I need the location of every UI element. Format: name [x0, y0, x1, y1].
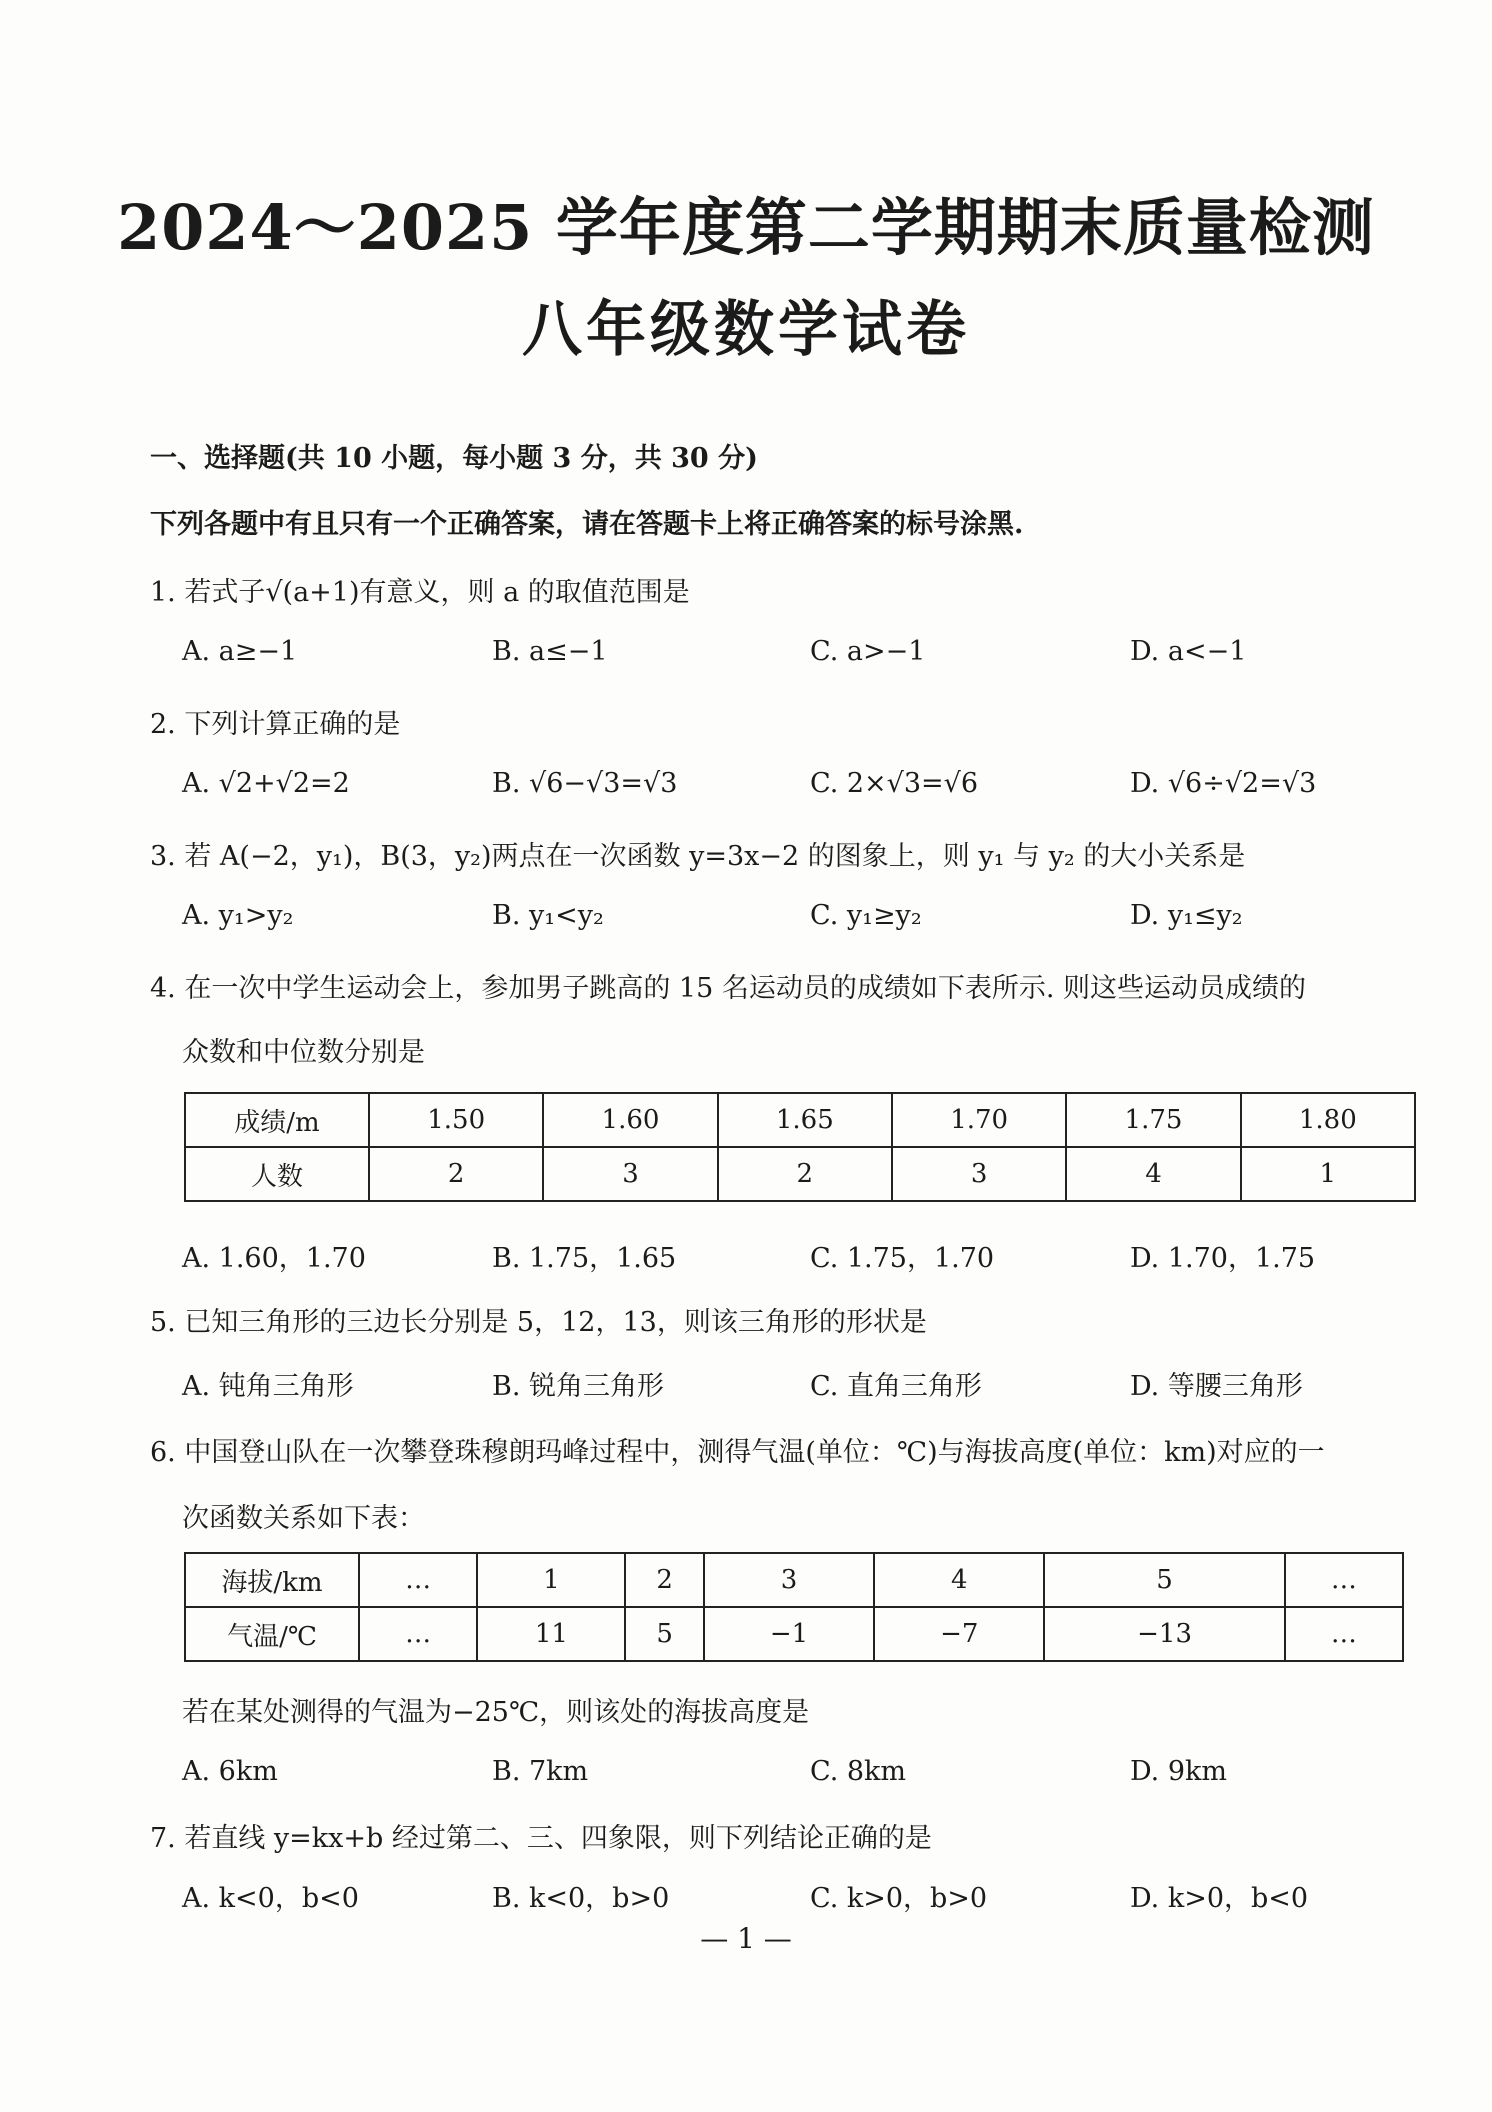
option-a: A. y₁>y₂ — [182, 900, 294, 931]
option-a: A. 1.60，1.70 — [182, 1243, 366, 1274]
option-a: A. k<0，b<0 — [182, 1883, 359, 1914]
exam-subtitle: 八年级数学试卷 — [522, 295, 970, 365]
option-b: B. √6−√3=√3 — [492, 768, 678, 799]
table-cell: … — [1285, 1553, 1403, 1607]
option-c: C. 2×√3=√6 — [810, 768, 979, 799]
option-a: A. 钝角三角形 — [182, 1371, 354, 1402]
table-cell: −7 — [874, 1607, 1044, 1661]
option-b: B. k<0，b>0 — [492, 1883, 670, 1914]
table-cell: 3 — [543, 1147, 717, 1201]
table-cell: 气温/℃ — [185, 1607, 359, 1661]
table-cell: 1 — [477, 1553, 625, 1607]
table-cell: 1.60 — [543, 1093, 717, 1147]
table-cell: 海拔/km — [185, 1553, 359, 1607]
table-cell: 1.70 — [892, 1093, 1066, 1147]
table-cell: 3 — [892, 1147, 1066, 1201]
section-instruction: 下列各题中有且只有一个正确答案，请在答题卡上将正确答案的标号涂黑. — [150, 509, 1024, 540]
option-b: B. 7km — [492, 1756, 589, 1787]
table-cell: 11 — [477, 1607, 625, 1661]
option-b: B. 锐角三角形 — [492, 1371, 665, 1402]
question-3-stem: 3. 若 A(−2，y₁)，B(3，y₂)两点在一次函数 y=3x−2 的图象上，则 y₁ 与 y₂ 的大小关系是 — [150, 841, 1246, 872]
question-7-stem: 7. 若直线 y=kx+b 经过第二、三、四象限，则下列结论正确的是 — [150, 1823, 932, 1854]
option-b: B. a≤−1 — [492, 636, 608, 667]
option-c: C. 直角三角形 — [810, 1371, 982, 1402]
table-cell: 2 — [369, 1147, 543, 1201]
table-row — [185, 1093, 1415, 1147]
option-c: C. k>0，b>0 — [810, 1883, 988, 1914]
exam-title: 2024～2025 学年度第二学期期末质量检测 — [117, 191, 1375, 264]
table-cell: 人数 — [185, 1147, 369, 1201]
table-cell: 1.75 — [1066, 1093, 1240, 1147]
question-4-stem-cont: 众数和中位数分别是 — [182, 1037, 425, 1068]
question-6-stem: 6. 中国登山队在一次攀登珠穆朗玛峰过程中，测得气温(单位：℃)与海拔高度(单位：km)对应的一 — [150, 1437, 1325, 1468]
table-cell: 4 — [1066, 1147, 1240, 1201]
option-a: A. 6km — [182, 1756, 278, 1787]
table-cell: 2 — [718, 1147, 892, 1201]
option-c: C. y₁≥y₂ — [810, 900, 922, 931]
question-6-stem-follow: 若在某处测得的气温为−25℃，则该处的海拔高度是 — [182, 1697, 810, 1728]
option-b: B. 1.75，1.65 — [492, 1243, 677, 1274]
table-cell: 3 — [704, 1553, 874, 1607]
table-cell: 1.65 — [718, 1093, 892, 1147]
option-d: D. a<−1 — [1130, 636, 1247, 667]
table-cell: −1 — [704, 1607, 874, 1661]
question-1-stem: 1. 若式子√(a+1)有意义，则 a 的取值范围是 — [150, 577, 690, 608]
table-cell: … — [359, 1553, 477, 1607]
table-cell: 成绩/m — [185, 1093, 369, 1147]
table-row — [185, 1147, 1415, 1201]
option-b: B. y₁<y₂ — [492, 900, 604, 931]
option-c: C. a>−1 — [810, 636, 926, 667]
table-row — [185, 1553, 1403, 1607]
table-cell: … — [359, 1607, 477, 1661]
option-c: C. 8km — [810, 1756, 907, 1787]
table-cell: … — [1285, 1607, 1403, 1661]
option-c: C. 1.75，1.70 — [810, 1243, 995, 1274]
option-d: D. 等腰三角形 — [1130, 1371, 1303, 1402]
option-d: D. y₁≤y₂ — [1130, 900, 1243, 931]
table-row — [185, 1607, 1403, 1661]
altitude-temperature-table — [184, 1552, 1404, 1662]
table-cell: 1.50 — [369, 1093, 543, 1147]
option-a: A. a≥−1 — [182, 636, 298, 667]
question-6-stem-cont: 次函数关系如下表： — [182, 1503, 425, 1534]
table-cell: 5 — [1044, 1553, 1284, 1607]
table-cell: −13 — [1044, 1607, 1284, 1661]
question-5-stem: 5. 已知三角形的三边长分别是 5，12，13，则该三角形的形状是 — [150, 1307, 927, 1338]
option-a: A. √2+√2=2 — [182, 768, 350, 799]
section-heading: 一、选择题(共 10 小题，每小题 3 分，共 30 分) — [150, 443, 758, 474]
option-d: D. 9km — [1130, 1756, 1227, 1787]
page-number: — 1 — — [700, 1922, 792, 1955]
option-d: D. 1.70，1.75 — [1130, 1243, 1316, 1274]
table-cell: 1.80 — [1241, 1093, 1415, 1147]
table-cell: 2 — [625, 1553, 703, 1607]
table-cell: 4 — [874, 1553, 1044, 1607]
option-d: D. k>0，b<0 — [1130, 1883, 1309, 1914]
table-cell: 1 — [1241, 1147, 1415, 1201]
jump-score-table — [184, 1092, 1416, 1202]
option-d: D. √6÷√2=√3 — [1130, 768, 1317, 799]
question-4-stem: 4. 在一次中学生运动会上，参加男子跳高的 15 名运动员的成绩如下表所示. 则这些运动员成绩的 — [150, 973, 1307, 1004]
table-cell: 5 — [625, 1607, 703, 1661]
question-2-stem: 2. 下列计算正确的是 — [150, 709, 401, 740]
